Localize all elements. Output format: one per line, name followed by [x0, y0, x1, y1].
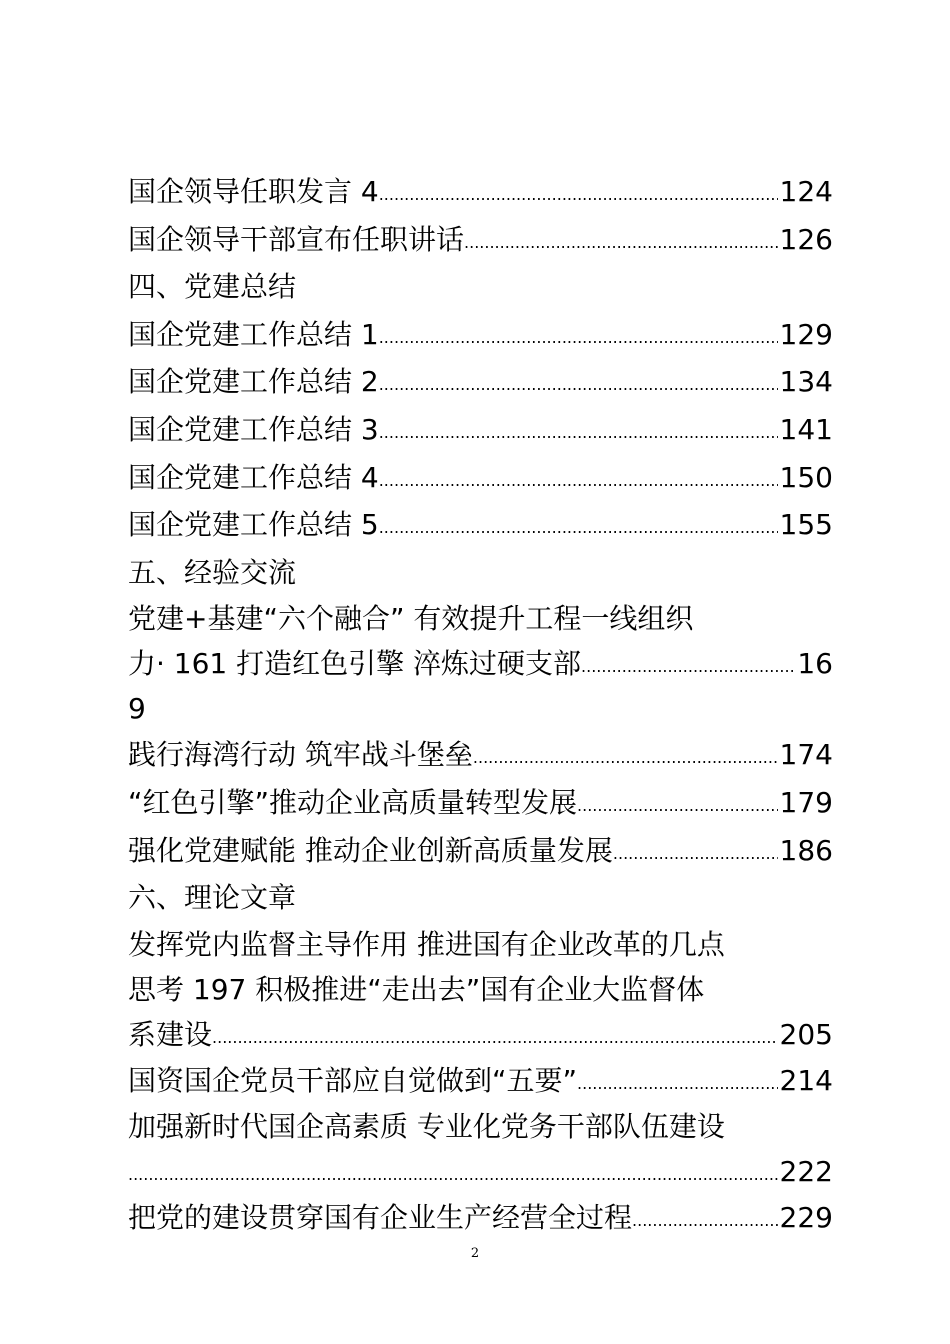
toc-entry-title: 国企领导干部宣布任职讲话 [128, 222, 465, 256]
toc-section-heading: 五、经验交流 [128, 555, 297, 589]
toc-entry-line: 9 [128, 692, 146, 726]
toc-entry[interactable] [128, 311, 833, 359]
toc-entry-page: 186 [779, 833, 833, 867]
dot-leader [464, 235, 778, 251]
toc-entry-multiline[interactable] [128, 596, 833, 731]
toc-entry-title: 国企党建工作总结 4 [128, 460, 379, 494]
toc-entry-page: 134 [779, 365, 833, 399]
toc-entry-page: 16 [797, 647, 833, 681]
toc-entry-page: 174 [779, 738, 833, 772]
toc-entry[interactable] [128, 168, 833, 216]
toc-entry-line: 加强新时代国企高素质 专业化党务干部队伍建设 [128, 1110, 725, 1144]
toc-entry[interactable] [128, 216, 833, 264]
toc-entry-title: 国企领导任职发言 4 [128, 175, 379, 208]
toc-entry-page: 129 [779, 317, 833, 351]
toc-entry-page: 214 [779, 1063, 833, 1097]
toc-entry-line [128, 1012, 833, 1057]
toc-entry-multiline[interactable] [128, 922, 833, 1057]
toc-entry[interactable] [128, 1057, 833, 1105]
toc-entry-title: 力· 161 打造红色引擎 淬炼过硬支部 [128, 647, 582, 681]
toc-entry-title: 国企党建工作总结 2 [128, 365, 379, 399]
dot-leader [379, 187, 778, 203]
toc-entry-line [128, 641, 833, 686]
dot-leader [613, 846, 778, 862]
toc-entry-page: 155 [779, 508, 833, 542]
toc-entry[interactable] [128, 731, 833, 779]
toc-entry-title: 系建设 [128, 1017, 213, 1051]
dot-leader [212, 1030, 778, 1046]
dot-leader [379, 330, 778, 346]
toc-entry[interactable] [128, 406, 833, 454]
toc-entry-page: 141 [779, 412, 833, 446]
toc-entry-line: 党建+基建“六个融合” 有效提升工程一线组织 [128, 602, 694, 636]
dot-leader [577, 1076, 778, 1092]
toc-entry-title: 强化党建赋能 推动企业创新高质量发展 [128, 833, 613, 867]
toc-entry[interactable] [128, 454, 833, 502]
toc-entry[interactable] [128, 1194, 833, 1242]
dot-leader [128, 1167, 778, 1183]
toc-entry[interactable] [128, 358, 833, 406]
toc-entry-line: 思考 197 积极推进“走出去”国有企业大监督体 [128, 972, 705, 1006]
toc-entry-page: 124 [779, 175, 833, 208]
toc-section-heading: 四、党建总结 [128, 270, 297, 304]
page-number: 2 [470, 1246, 480, 1261]
toc-entry-line: 发挥党内监督主导作用 推进国有企业改革的几点 [128, 927, 725, 961]
dot-leader [379, 425, 778, 441]
toc-entry-title: “红色引擎”推动企业高质量转型发展 [128, 785, 578, 819]
toc-entry-title: 国资国企党员干部应自觉做到“五要” [128, 1063, 578, 1097]
toc-entry-title: 践行海湾行动 筑牢战斗堡垒 [128, 738, 473, 772]
dot-leader [379, 377, 778, 393]
toc-entry-page: 179 [779, 785, 833, 819]
toc-entry-title: 把党的建设贯穿国有企业生产经营全过程 [128, 1201, 633, 1235]
toc-entry[interactable] [128, 779, 833, 827]
dot-leader [473, 750, 778, 766]
dot-leader [379, 473, 778, 489]
dot-leader [581, 659, 795, 675]
toc-entry-page: 205 [779, 1017, 833, 1051]
toc-entry[interactable] [128, 501, 833, 549]
dot-leader [379, 520, 778, 536]
toc-entry[interactable] [128, 827, 833, 875]
table-of-contents [128, 168, 833, 1242]
dot-leader [632, 1213, 778, 1229]
toc-entry-page: 222 [779, 1155, 833, 1189]
toc-section-heading: 六、理论文章 [128, 881, 297, 915]
toc-entry-title: 国企党建工作总结 3 [128, 412, 379, 446]
toc-entry-line [128, 1149, 833, 1194]
toc-entry-multiline[interactable] [128, 1104, 833, 1194]
dot-leader [577, 798, 778, 814]
toc-entry-title: 国企党建工作总结 1 [128, 317, 379, 351]
toc-entry-page: 229 [779, 1201, 833, 1235]
toc-entry-page: 126 [779, 222, 833, 256]
toc-entry-title: 国企党建工作总结 5 [128, 508, 379, 542]
toc-entry-page: 150 [779, 460, 833, 494]
